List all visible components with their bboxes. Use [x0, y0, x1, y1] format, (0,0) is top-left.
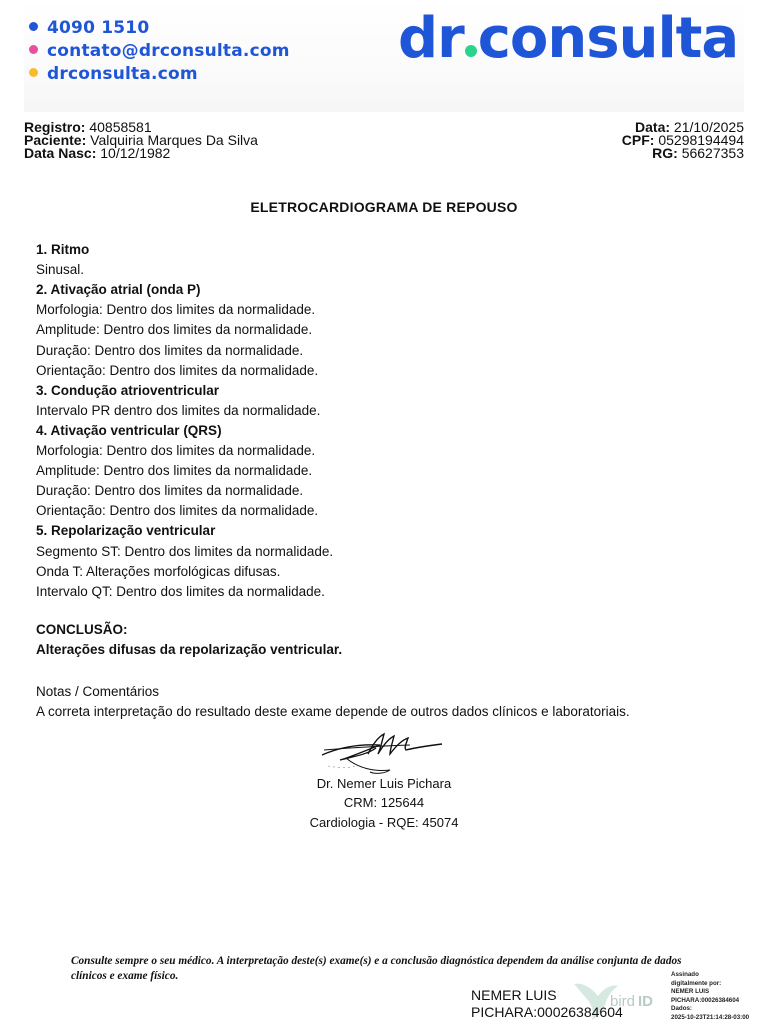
report-line: Sinusal.	[36, 262, 85, 278]
report-line: Morfologia: Dentro dos limites da normalidade.	[36, 302, 316, 318]
conclusion-label: CONCLUSÃO:	[36, 622, 128, 637]
report-line: Intervalo PR dentro dos limites da normalidade.	[36, 402, 321, 418]
logo-dot-icon	[465, 45, 477, 57]
rg-field	[652, 146, 744, 160]
phone-number: 4090 1510	[47, 18, 150, 38]
report-line: Onda T: Alterações morfológicas difusas.	[36, 563, 281, 579]
section-heading: 1. Ritmo	[36, 242, 90, 257]
data-label: Data:	[635, 119, 671, 135]
doctor-crm: CRM: 125644	[343, 795, 425, 810]
email-dot-icon	[29, 45, 38, 54]
logo-text-left: dr	[398, 6, 464, 71]
birdid-label-bold: ID	[638, 993, 653, 1010]
logo-text-right: consulta	[477, 6, 739, 71]
stamp-line: Dados:	[671, 1005, 692, 1013]
website-dot-icon	[29, 68, 38, 77]
doctor-specialty: Cardiologia - RQE: 45074	[309, 815, 459, 830]
report-line: Orientação: Dentro dos limites da normalidade.	[36, 362, 319, 378]
doctor-name: Dr. Nemer Luis Pichara	[316, 776, 452, 791]
phone-contact	[29, 18, 149, 38]
report-line: Intervalo QT: Dentro dos limites da normalidade.	[36, 583, 325, 599]
report-line: Morfologia: Dentro dos limites da normalidade.	[36, 443, 316, 458]
paciente-label: Paciente:	[24, 132, 87, 148]
report-line: Amplitude: Dentro dos limites da normalidade.	[36, 322, 313, 338]
data-nasc-field	[24, 146, 170, 160]
footer-disclaimer: Consulte sempre o seu médico. A interpretação deste(s) exame(s) e a conclusão diagnóstica dependem da análise conjunta de dados clínicos e exame físico.	[71, 955, 682, 982]
phone-dot-icon	[29, 22, 38, 31]
report-line: Amplitude: Dentro dos limites da normalidade.	[36, 463, 313, 479]
conclusion-text: Alterações difusas da repolarização ventricular.	[36, 642, 343, 657]
registro-label: Registro:	[24, 119, 86, 135]
report-line: Duração: Dentro dos limites da normalidade.	[36, 483, 304, 499]
section-heading: 3. Condução atrioventricular	[36, 382, 220, 398]
section-heading: 4. Ativação ventricular (QRS)	[36, 422, 222, 438]
signer-id: PICHARA:00026384604	[471, 1004, 623, 1020]
paciente-value: Valquiria Marques Da Silva	[90, 132, 258, 148]
section-heading: 5. Repolarização ventricular	[36, 523, 216, 539]
data-nasc-label: Data Nasc:	[24, 145, 97, 161]
birdid-label: bird	[610, 993, 636, 1010]
data-value: 21/10/2025	[673, 119, 744, 135]
website-contact	[29, 64, 198, 84]
report-title: ELETROCARDIOGRAMA DE REPOUSO	[250, 199, 518, 215]
drconsulta-logo	[398, 4, 738, 74]
doctor-signature	[318, 728, 458, 780]
report-line: Segmento ST: Dentro dos limites da normalidade.	[36, 543, 334, 559]
cpf-label: CPF:	[621, 132, 655, 148]
notes-label: Notas / Comentários	[36, 684, 160, 699]
registro-value: 40858581	[89, 119, 152, 135]
signer-name: NEMER LUIS	[471, 987, 557, 1003]
data-nasc-value: 10/12/1982	[100, 145, 171, 161]
notes-text: A correta interpretação do resultado deste exame depende de outros dados clínicos e laboratoriais.	[36, 704, 630, 719]
report-line: Duração: Dentro dos limites da normalidade.	[36, 342, 304, 358]
section-heading: 2. Ativação atrial (onda P)	[36, 282, 201, 298]
stamp-line: NEMER LUIS	[671, 988, 710, 996]
email-contact	[29, 41, 290, 61]
rg-label: RG:	[652, 145, 678, 161]
report-line: Orientação: Dentro dos limites da normalidade.	[36, 503, 319, 519]
stamp-line: 2025-10-23T21:14:28-03:00	[671, 1014, 750, 1021]
email-address: contato@drconsulta.com	[47, 41, 290, 61]
stamp-line: Assinado	[671, 971, 699, 978]
stamp-line: digitalmente por:	[671, 979, 722, 987]
cpf-value: 05298194494	[658, 132, 744, 148]
stamp-line: PICHARA:00026384604	[671, 996, 740, 1004]
rg-value: 56627353	[681, 145, 744, 161]
website-url: drconsulta.com	[47, 64, 198, 84]
